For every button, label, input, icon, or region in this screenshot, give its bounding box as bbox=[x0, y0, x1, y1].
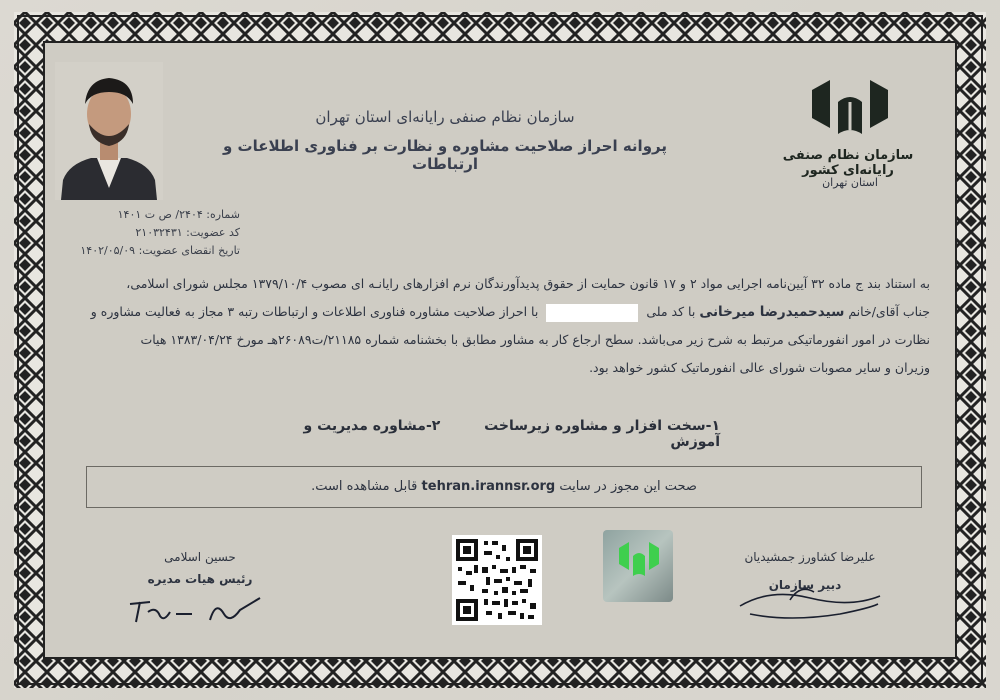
logo-org-name: سازمان نظام صنفی رایانه‌ای کشور bbox=[782, 148, 914, 178]
verification-text bbox=[87, 467, 921, 507]
license-number: شماره: ۲۴۰۴/ ص ت ۱۴۰۱ bbox=[117, 208, 240, 221]
qr-code bbox=[452, 535, 542, 625]
membership-expiry: تاریخ انقضای عضویت: ۱۴۰۲/۰۵/۰۹ bbox=[80, 244, 240, 257]
body-line-2-mid: با کد ملی bbox=[646, 304, 696, 319]
verification-site-link[interactable]: tehran.irannsr.org bbox=[421, 479, 556, 494]
left-signer-title: رئیس هیات مدیره bbox=[147, 572, 253, 586]
right-signer-title: دبیر سازمان bbox=[768, 578, 842, 592]
field-item-2: ۲-مشاوره مدیریت و آموزش bbox=[303, 418, 720, 450]
organization-title: سازمان نظام صنفی رایانه‌ای استان تهران bbox=[315, 108, 575, 126]
right-signature-icon bbox=[730, 578, 890, 624]
verification-after: قابل مشاهده است. bbox=[311, 479, 418, 494]
body-line-2 bbox=[70, 298, 930, 326]
left-signer-name: حسین اسلامی bbox=[164, 550, 236, 564]
body-line-1: به استناد بند ج ماده ۳۲ آیین‌نامه اجرایی مواد ۲ و ۱۷ قانون حمایت از حقوق پدیدآورندگان نرم افزارهای رایانـه ای مصوب ۱۳۷۹/۱۰/۴ مجلس شورای اسلامی، bbox=[126, 276, 930, 291]
hologram-seal bbox=[603, 530, 673, 602]
license-fields bbox=[300, 418, 720, 450]
body-line-4: وزیران و سایر مصوبات شورای عالی انفورماتیک کشور خواهد بود. bbox=[589, 360, 930, 375]
field-item-1: ۱-سخت افزار و مشاوره زیرساخت bbox=[484, 418, 720, 434]
license-body bbox=[70, 270, 930, 382]
logo-province: استان تهران bbox=[822, 176, 878, 189]
right-signer-name: علیرضا کشاورز جمشیدیان bbox=[744, 550, 876, 564]
membership-code: کد عضویت: ۲۱۰۳۲۴۳۱ bbox=[135, 226, 240, 239]
license-title: پروانه احراز صلاحیت مشاوره و نظارت بر فناوری اطلاعات و ارتباطات bbox=[222, 137, 667, 173]
verification-before: صحت این مجوز در سایت bbox=[559, 479, 697, 494]
national-id-redacted bbox=[546, 304, 638, 322]
body-line-2-before: جناب آقای/خانم bbox=[848, 304, 930, 319]
verification-box bbox=[86, 466, 922, 508]
body-line-2-after: با احراز صلاحیت مشاوره فناوری اطلاعات و ارتباطات رتبه ۳ مجاز به فعالیت مشاوره و bbox=[90, 304, 539, 319]
holder-photo bbox=[55, 62, 163, 200]
holder-name: سیدحمیدرضا میرخانی bbox=[699, 304, 845, 320]
left-signature-icon bbox=[120, 590, 280, 630]
nasr-logo-icon bbox=[790, 72, 910, 142]
body-line-3: نظارت در امور انفورماتیکی مرتبط به شرح زیر می‌باشد. سطح ارجاع کار به مشاور مطابق با بخشنامه شماره ۲۱۱۸۵/ت۲۶۰۸۹هـ مورخ ۱۳۸۳/۰۴/۲۴ هیات bbox=[140, 332, 930, 347]
organization-logo bbox=[782, 72, 914, 212]
